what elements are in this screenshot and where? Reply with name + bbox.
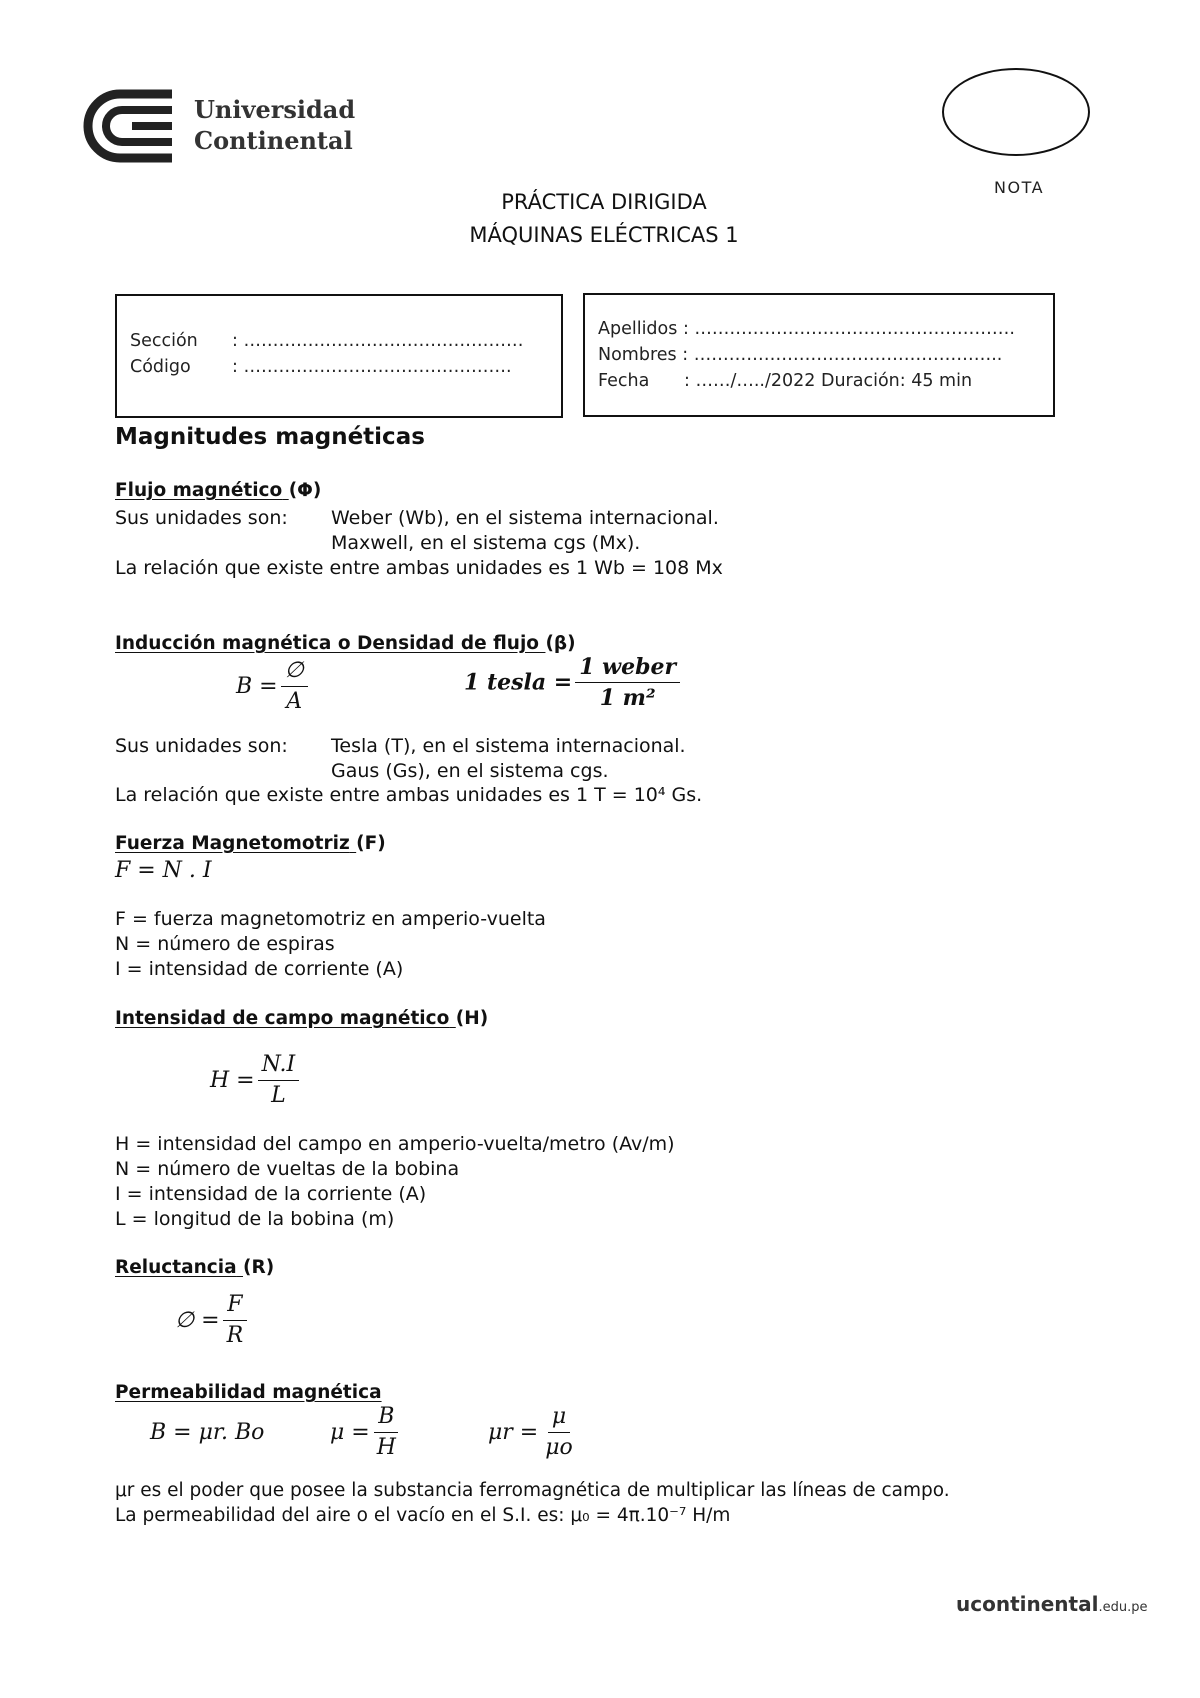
induccion-units-label: Sus unidades son: bbox=[115, 735, 288, 757]
grade-circle bbox=[942, 68, 1090, 156]
seccion-row: Sección : ………………………………………… bbox=[130, 331, 524, 351]
fuerza-heading: Fuerza Magnetomotriz (F) bbox=[115, 833, 386, 854]
apellidos-row: Apellidos : ………………………………………………. bbox=[598, 319, 1015, 339]
fuerza-def-3: I = intensidad de corriente (A) bbox=[115, 958, 404, 980]
nota-label: NOTA bbox=[994, 178, 1045, 197]
induccion-unit-2: Gaus (Gs), en el sistema cgs. bbox=[331, 760, 609, 782]
logo-mark-icon bbox=[80, 88, 180, 164]
fuerza-def-1: F = fuerza magnetomotriz en amperio-vuelta bbox=[115, 908, 546, 930]
student-info-box bbox=[583, 293, 1055, 417]
flujo-heading: Flujo magnético (Φ) bbox=[115, 480, 322, 501]
flujo-unit-1: Weber (Wb), en el sistema internacional. bbox=[331, 507, 719, 529]
section-title: Magnitudes magnéticas bbox=[115, 424, 425, 450]
codigo-row: Código : ………………………………………. bbox=[130, 357, 512, 377]
induccion-formula-b: B = $\frac{\emptyset}{A}$ bbox=[236, 658, 311, 715]
induccion-heading: Inducción magnética o Densidad de flujo (β) bbox=[115, 633, 576, 654]
codigo-field[interactable]: : ………………………………………. bbox=[232, 357, 512, 377]
permeabilidad-line-2: La permeabilidad del aire o el vacío en el S.I. es: μ₀ = 4π.10⁻⁷ H/m bbox=[115, 1505, 731, 1526]
intensidad-def-2: N = número de vueltas de la bobina bbox=[115, 1158, 460, 1180]
permeabilidad-heading: Permeabilidad magnética bbox=[115, 1382, 382, 1403]
logo-text: Universidad Continental bbox=[194, 95, 356, 155]
intensidad-def-4: L = longitud de la bobina (m) bbox=[115, 1208, 395, 1230]
permeabilidad-formula-3: μr = $\frac{\mu}{\mu o}$ bbox=[488, 1404, 573, 1460]
reluctancia-heading: Reluctancia (R) bbox=[115, 1257, 275, 1278]
intensidad-def-3: I = intensidad de la corriente (A) bbox=[115, 1183, 427, 1205]
intensidad-heading: Intensidad de campo magnético (H) bbox=[115, 1008, 489, 1029]
flujo-unit-2: Maxwell, en el sistema cgs (Mx). bbox=[331, 532, 641, 554]
page-title: PRÁCTICA DIRIGIDA MÁQUINAS ELÉCTRICAS 1 bbox=[469, 190, 739, 247]
flujo-units-label: Sus unidades son: bbox=[115, 507, 288, 529]
fecha-row: Fecha : ……/…../2022 Duración: 45 min bbox=[598, 371, 973, 391]
footer-brand: ucontinental.edu.pe bbox=[956, 1592, 1148, 1616]
flujo-relation: La relación que existe entre ambas unidades es 1 Wb = 108 Mx bbox=[115, 557, 723, 579]
intensidad-formula: H = $\frac{N.I}{L}$ bbox=[210, 1052, 302, 1109]
induccion-relation: La relación que existe entre ambas unidades es 1 T = 10⁴ Gs. bbox=[115, 784, 703, 806]
nombres-field[interactable]: : …………………………………………….. bbox=[682, 345, 1003, 365]
fuerza-formula: F = N . I bbox=[115, 858, 212, 883]
induccion-formula-tesla: 1 tesla = $\frac{\text{1 weber}}{\text{1 m²}}$ bbox=[464, 654, 683, 711]
induccion-unit-1: Tesla (T), en el sistema internacional. bbox=[331, 735, 686, 757]
student-section-box bbox=[115, 294, 563, 418]
apellidos-field[interactable]: : ………………………………………………. bbox=[682, 319, 1015, 339]
seccion-field[interactable]: : ………………………………………… bbox=[232, 331, 524, 351]
fuerza-def-2: N = número de espiras bbox=[115, 933, 335, 955]
nombres-row: Nombres : …………………………………………….. bbox=[598, 345, 1003, 365]
fecha-field[interactable]: : ……/…../2022 Duración: 45 min bbox=[684, 371, 973, 391]
university-logo bbox=[80, 88, 360, 164]
permeabilidad-line-1: μr es el poder que posee la substancia ferromagnética de multiplicar las líneas de campo. bbox=[115, 1480, 950, 1501]
intensidad-def-1: H = intensidad del campo en amperio-vuelta/metro (Av/m) bbox=[115, 1133, 675, 1155]
permeabilidad-formula-1: B = μr. Bo bbox=[150, 1420, 265, 1445]
permeabilidad-formula-2: μ = $\frac{B}{H}$ bbox=[330, 1404, 403, 1461]
reluctancia-formula: ∅ = $\frac{F}{R}$ bbox=[175, 1292, 250, 1349]
